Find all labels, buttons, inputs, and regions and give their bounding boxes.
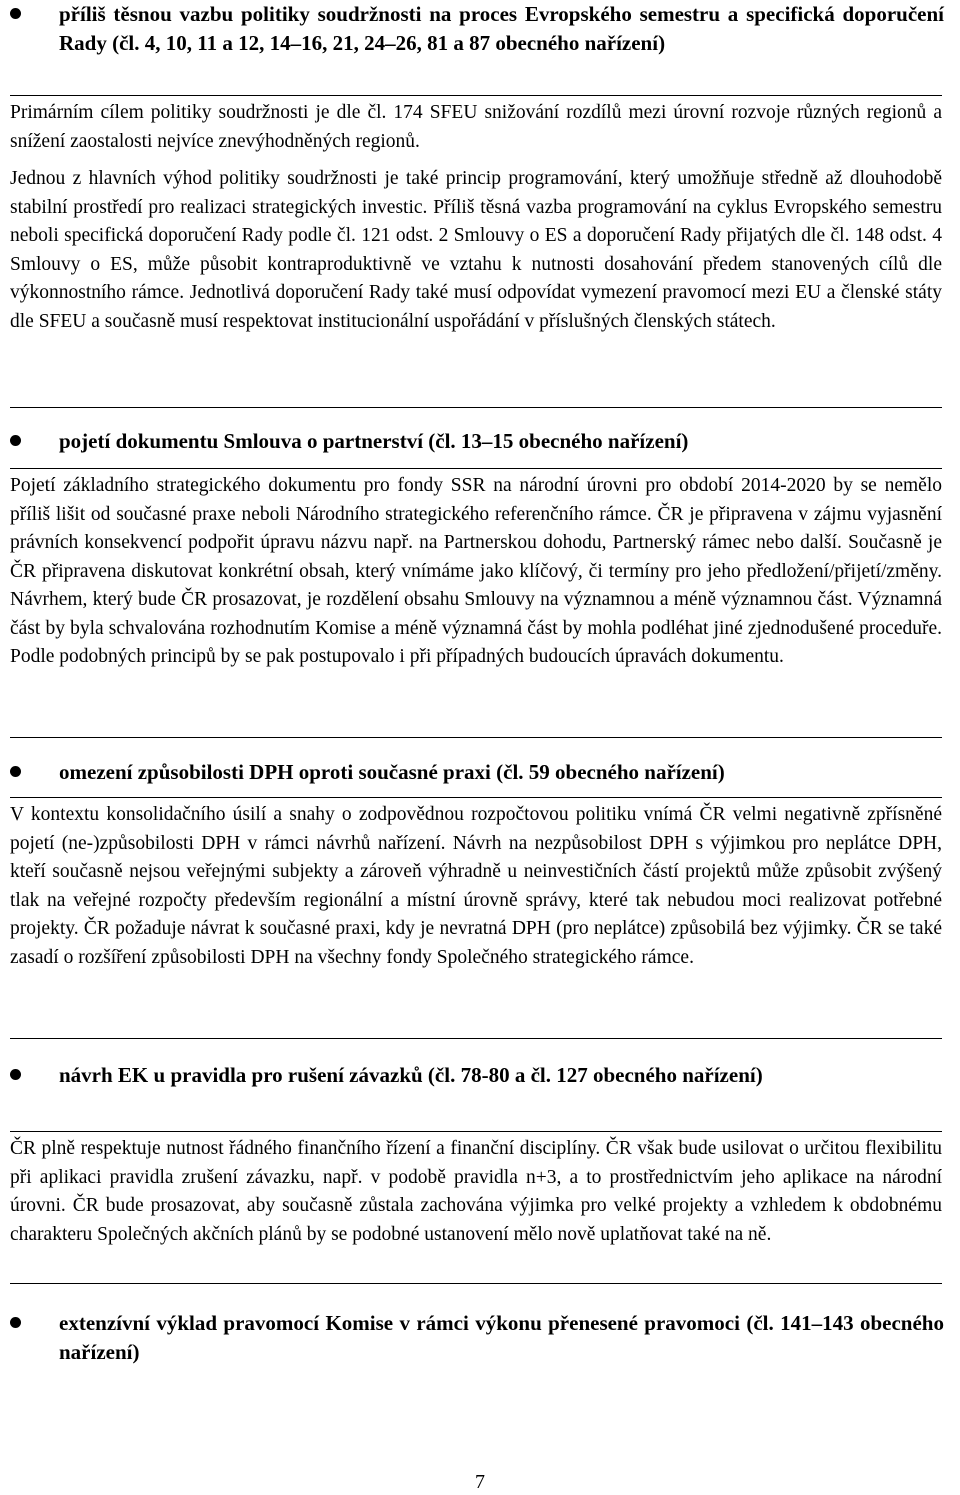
section-heading-text: omezení způsobilosti DPH oproti současné praxi (čl. 59 obecného nařízení) [59,760,725,784]
paragraph: Primárním cílem politiky soudržnosti je dle čl. 174 SFEU snižování rozdílů mezi úrovní rozvoje různých regionů a snížení zaostalosti nejvíce znevýhodněných regionů. [10,102,942,152]
section-heading [10,427,944,456]
section-heading-text: extenzívní výklad pravomocí Komise v rámci výkonu přenesené pravomoci (čl. 141–143 obecného nařízení) [59,1311,944,1364]
paragraph: Jednou z hlavních výhod politiky soudržnosti je také princip programování, který umožňuje středně až dlouhodobě stabilní prostředí pro realizaci strategických investic. Příliš těsná vazba programování na cyklus Evropského semestru neboli specifická doporučení Rady podle čl. 121 odst. 2 Smlouvy o ES a doporučení Rady přijatých dle čl. 148 odst. 4 Smlouvy o ES, může působit kontraproduktivně ve vztahu k nutnosti dosahování předem stanovených cílů dle výkonnostního rámce. Jednotlivá doporučení Rady také musí odpovídat vymezení pravomocí mezi EU a členské státy dle SFEU a současně musí respektovat institucionální uspořádání v příslušných členských státech. [10,168,942,332]
section-text-box [10,468,942,738]
section-heading [10,758,944,787]
section-text-box [10,797,942,1039]
paragraph: Pojetí základního strategického dokumentu pro fondy SSR na národní úrovni pro období 2014-2020 by se nemělo příliš lišit od současné praxe neboli Národního strategického referenčního rámce. ČR je připravena v zájmu vyjasnění právních konsekvencí podpořit úpravu názvu např. na Partnerskou dohodu, Partnerský rámec nebo další. Současně je ČR připravena diskutovat konkrétní obsah, který vnímáme jako klíčový, či termíny pro jeho předložení/přijetí/změny. Návrhem, který bude ČR prosazovat, je rozdělení obsahu Smlouvy na významnou a méně významnou část. Významná část by byla schvalována rozhodnutím Komise a méně významná část by mohla podléhat jiné zjednodušené proceduře. Podle podobných principů by se pak postupovalo i při případných budoucích úpravách dokumentu. [10,475,942,667]
bullet-icon [10,1317,21,1328]
section-heading-text: pojetí dokumentu Smlouva o partnerství (čl. 13–15 obecného nařízení) [59,429,689,453]
section-text-box [10,95,942,408]
page-number: 7 [475,1471,485,1493]
section-heading-text: návrh EK u pravidla pro rušení závazků (čl. 78-80 a čl. 127 obecného nařízení) [59,1063,763,1087]
paragraph: ČR plně respektuje nutnost řádného finančního řízení a finanční disciplíny. ČR však bude usilovat o určitou flexibilitu při aplikaci pravidla zrušení závazku, např. v podobě pravidla n+3, a to prostřednictvím jeho aplikace na národní úrovni. ČR bude prosazovat, aby současně zůstala zachována výjimka pro velké projekty a vzhledem k obdobnému charakteru Společných akčních plánů by se podobné ustanovení mělo nově uplatňovat také na ně. [10,1138,942,1245]
bullet-icon [10,8,21,19]
bullet-icon [10,766,21,777]
section-text-box [10,1131,942,1284]
bullet-icon [10,435,21,446]
paragraph: V kontextu konsolidačního úsilí a snahy o zodpovědnou rozpočtovou politiku vnímá ČR velmi negativně zpřísněné pojetí (ne-)způsobilosti DPH v rámci návrhů nařízení. Návrh na nezpůsobilost DPH s výjimkou pro neplátce DPH, kteří současně nejsou veřejnými subjekty a zároveň výhradně u neinvestičních částí projektů může způsobit zvýšený tlak na veřejné rozpočty především regionální a místní úrovně správy, které tak nebudou moci realizovat potřebné projekty. ČR požaduje návrat k současné praxi, kdy je nevratná DPH (pro neplátce) způsobilá bez výjimky. ČR se také zasadí o rozšíření způsobilosti DPH na všechny fondy Společného strategického rámce. [10,804,942,968]
section-heading [10,0,944,58]
section-heading [10,1309,944,1367]
section-heading-text: příliš těsnou vazbu politiky soudržnosti na proces Evropského semestru a specifická doporučení Rady (čl. 4, 10, 11 a 12, 14–16, 21, 24–26, 81 a 87 obecného nařízení) [59,2,944,55]
bullet-icon [10,1069,21,1080]
section-heading [10,1061,944,1090]
